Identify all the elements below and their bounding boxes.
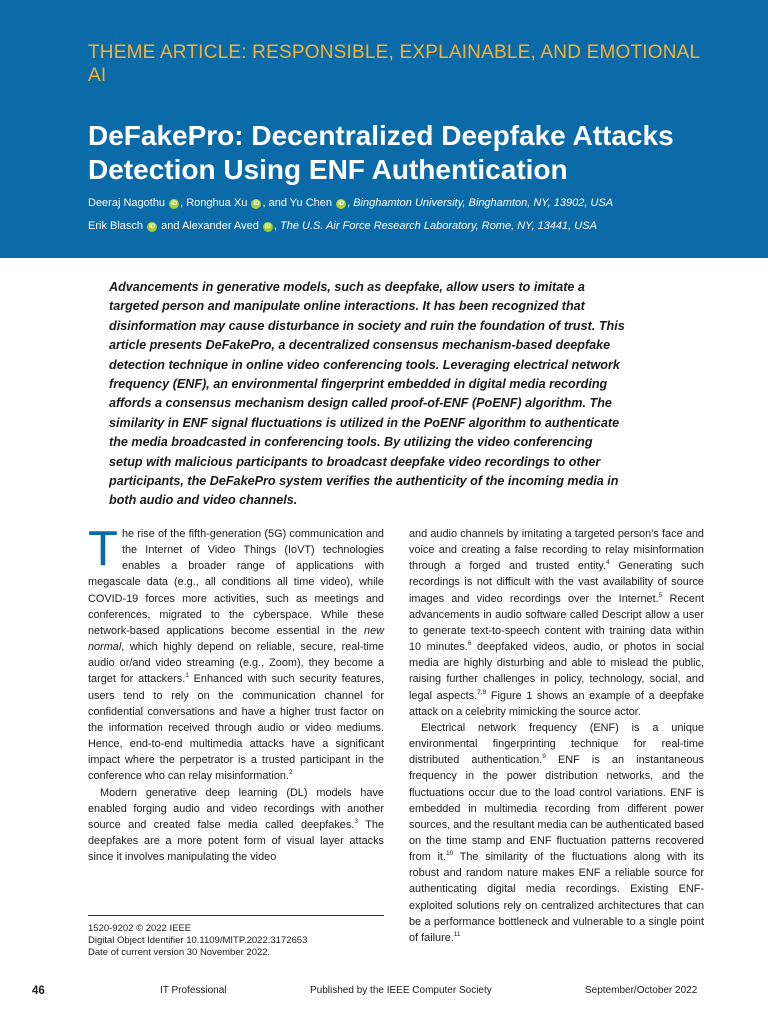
header-banner [0,0,768,258]
orcid-icon[interactable]: iD [338,201,345,207]
body-column-right [409,526,704,946]
body-text: deepfaked videos, audio, or photos in social media are highly disturbing and able to mislead the public, raising further challenges in policy, technology, social, and legal aspects. [409,641,704,702]
separator: , [347,197,354,209]
body-text: ENF is an instantaneous frequency in the power distribution networks, and the fluctuations occur due to the load control variations. ENF is embedded in multimedia recording from different power sources, and the resultant media can be authenticated based on the time stamp and ENF fluctuation patterns recovered from it. [409,754,704,864]
body-text: Enhanced with such security features, users tend to rely on the communication channel for confidential conversations and have a higher trust factor on the information received through audio or video mediums. Hence, end-to-end multimedia attacks have a significant impact where the perpetrator is a trusted participant in the conference who can relay misinformation. [88,673,384,783]
citation-ref[interactable]: 5 [658,591,663,599]
article-title: DeFakePro: Decentralized Deepfake Attacks Detection Using ENF Authentication [88,120,674,185]
footnote-divider [88,915,384,916]
publisher-line: Published by the IEEE Computer Society [310,985,492,996]
issn-line: 1520-9202 © 2022 IEEE [88,923,192,934]
body-text: he rise of the fifth-generation (5G) communication and the Internet of Video Things (IoVT) technologies enables a broader range of applications with megascale data (e.g., all conditions all time video), while COVID-19 forces more activities, such as meetings and conferences, migrated to the cyberspace. While these network-based applications become essential in the [88,528,384,637]
body-text: Electrical network frequency (ENF) is a unique environmental fingerprinting technique for real-time distributed authentication. [409,721,704,767]
body-text: The similarity of the fluctuations along with its robust and random nature makes ENF a reliable source for authenticating digital media recordings. Existing ENF-exploited solutions rely on centralized architectures that can be a performance bottleneck and vulnerable to a single point of failure. [409,851,705,944]
body-paragraph [409,526,704,720]
page-number: 46 [32,985,45,997]
citation-ref[interactable]: 3 [354,817,358,825]
drop-cap: T [88,522,118,576]
body-text: and audio channels by imitating a targeted person’s face and voice and creating a false recording to relay misinformation through a forged and trusted entity. [409,528,704,573]
authors-line-2 [88,219,748,233]
footnote [88,923,388,960]
body-text: Modern generative deep learning (DL) models have enabled forging audio and video recordings with another source and created false media called deepfakes. [88,786,384,831]
orcid-icon[interactable]: iD [253,201,260,207]
orcid-icon[interactable]: iD [171,201,178,207]
citation-ref[interactable]: 4 [606,559,610,567]
body-paragraph [88,785,384,866]
body-text: Figure 1 shows an example of a deepfake attack on a celebrity mimicking the source actor. [409,689,705,718]
body-text: The deepfakes are a more potent form of visual layer attacks since it involves manipulating the video [88,818,384,864]
body-paragraph [409,720,704,946]
affiliation: The U.S. Air Force Research Laboratory, Rome, NY, 13441, USA [280,220,597,232]
author-name: and Alexander Aved [158,220,259,232]
issue-date: September/October 2022 [585,985,698,996]
version-date-line: Date of current version 30 November 2022. [88,947,271,959]
affiliation: Binghamton University, Binghamton, NY, 13902, USA [353,197,614,209]
body-text-emphasis: new normal [88,624,384,654]
author-name: Erik Blasch [88,220,144,232]
theme-label: THEME ARTICLE: RESPONSIBLE, EXPLAINABLE, AND EMOTIONAL AI [88,42,700,86]
body-column-left [88,522,384,865]
citation-ref[interactable]: 2 [288,769,293,777]
body-text: Recent advancements in audio software called Descript allow a user to generate text-to-speech content with training data within 10 minutes. [409,592,704,654]
citation-ref[interactable]: 6 [467,640,472,648]
body-paragraph [88,522,384,785]
author-name: , Ronghua Xu [180,197,248,209]
authors-line-1 [88,196,748,210]
author-name: Deeraj Nagothu [88,197,166,209]
separator: , [273,220,280,232]
abstract: Advancements in generative models, such as deepfake, allow users to imitate a targeted person and manipulate online interactions. It has been recognized that disinformation may cause disturbance in society and ruin the foundation of trust. This article presents DeFakePro, a decentralized consensus mechanism-based deepfake detection technique in online video conferencing tools. Leveraging electrical network frequency (ENF), an environmental fingerprint embedded in digital media recording affords a consensus mechanism design called proof-of-ENF (PoENF) algorithm. The similarity in ENF signal fluctuations is utilized in the PoENF algorithm to authenticate the media broadcasted in conferencing tools. By utilizing the video conferencing setup with malicious participants to broadcast deepfake video recordings to other participants, the DeFakePro system verifies the authenticity of the incoming media in both audio and video channels. [109,280,625,508]
citation-ref[interactable]: 1 [185,672,189,680]
author-name: , and Yu Chen [262,197,332,209]
citation-ref[interactable]: 7,8 [477,688,487,696]
citation-ref[interactable]: 11 [453,930,461,938]
orcid-icon[interactable]: iD [149,224,156,230]
journal-name: IT Professional [160,985,227,996]
body-text: Generating such recordings is not difficult with the vast availability of source images and video recordings over the Internet. [409,560,704,605]
body-text: , which highly depend on reliable, secure, real-time audio or/and video streaming (e.g., Zoom), they become a target for attackers. [88,641,384,686]
citation-ref[interactable]: 9 [542,753,546,761]
doi-line: Digital Object Identifier 10.1109/MITP.2022.3172653 [88,935,308,947]
orcid-icon[interactable]: iD [264,224,271,230]
citation-ref[interactable]: 10 [445,850,454,858]
